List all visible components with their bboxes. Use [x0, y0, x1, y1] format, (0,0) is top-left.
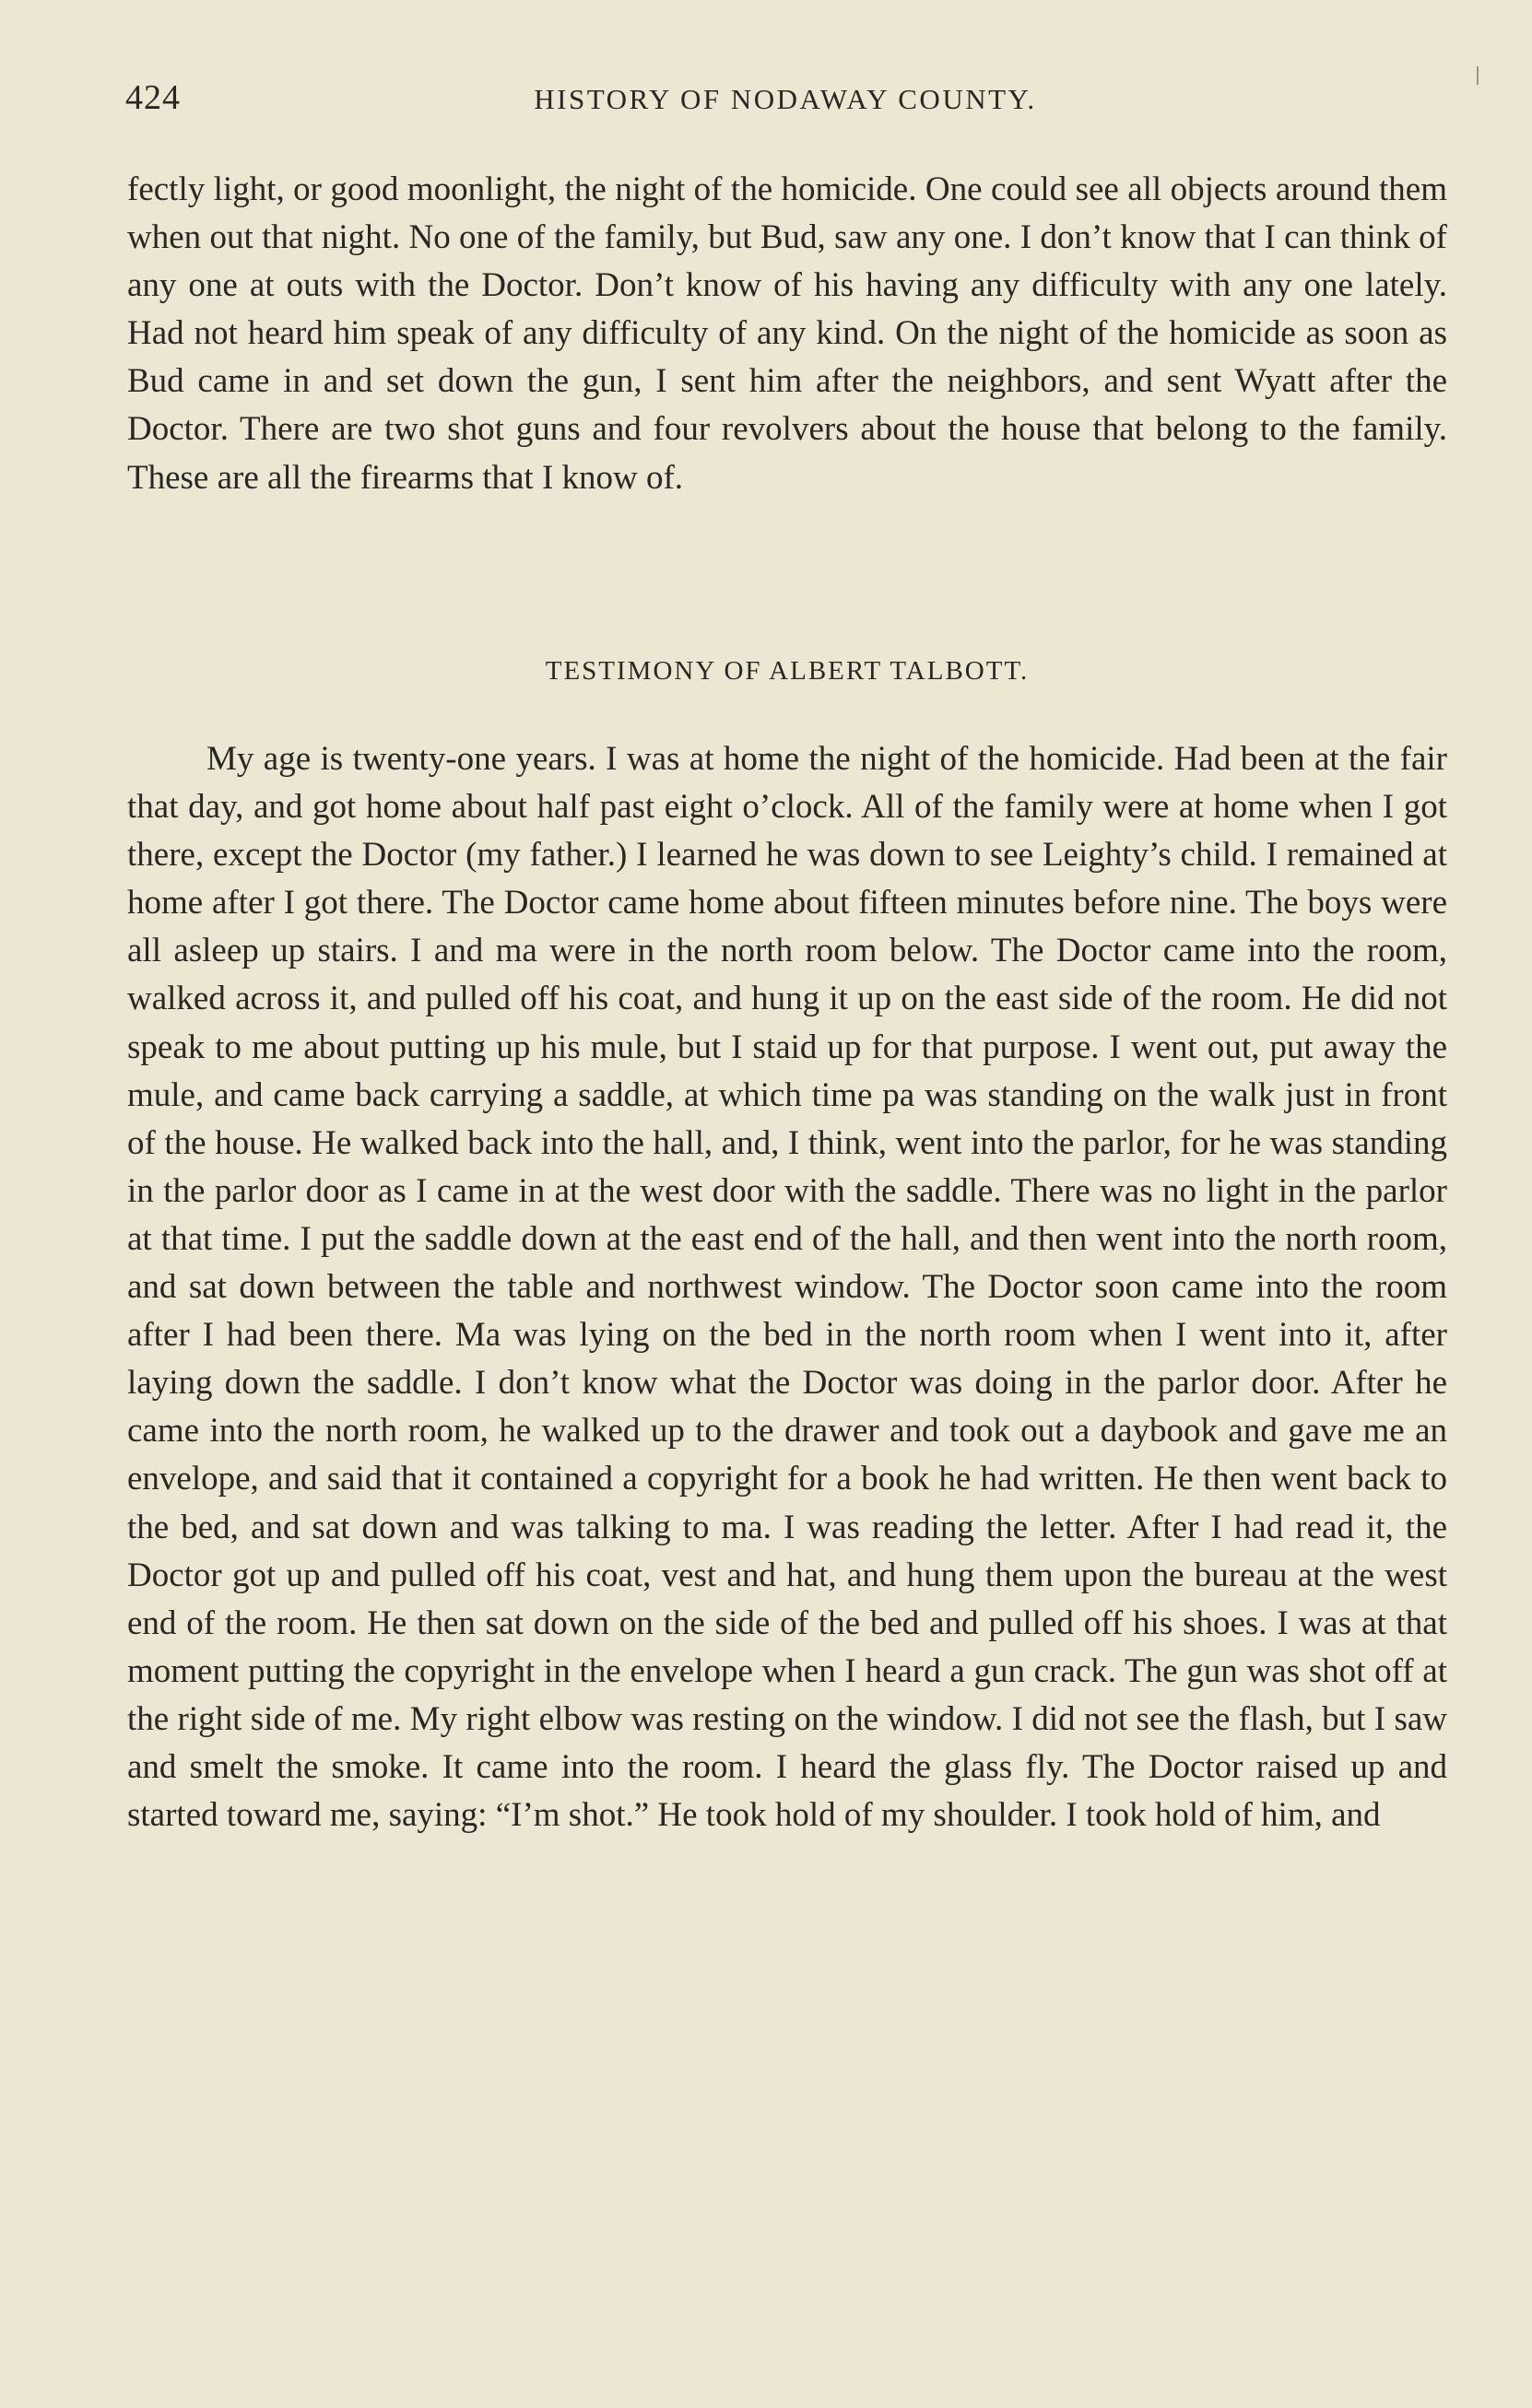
- margin-mark: [1477, 66, 1479, 85]
- page-number: 424: [125, 78, 181, 117]
- running-title: HISTORY OF NODAWAY COUNTY.: [534, 83, 1037, 115]
- section-heading: TESTIMONY OF ALBERT TALBOTT.: [545, 656, 1030, 686]
- page-header: [125, 77, 1445, 133]
- paragraph-testimony: My age is twenty-one years. I was at home the night of the homicide. Had been at the fair that day, and got home about half past eight o’clock. All of the family were at home when I got there, except the Doctor (my father.) I learned he was down to see Leighty’s child. I remained at home after I got there. The Doctor came home about fifteen minutes before nine. The boys were all asleep up stairs. I and ma were in the north room below. The Doctor came into the room, walked across it, and pulled off his coat, and hung it up on the east side of the room. He did not speak to me about putting up his mule, but I staid up for that purpose. I went out, put away the mule, and came back carrying a saddle, at which time pa was standing on the walk just in front of the house. He walked back into the hall, and, I think, went into the parlor, for he was standing in the parlor door as I came in at the west door with the saddle. There was no light in the parlor at that time. I put the saddle down at the east end of the hall, and then went into the north room, and sat down between the table and northwest window. The Doctor soon came into the room after I had been there. Ma was lying on the bed in the north room when I went into it, after laying down the saddle. I don’t know what the Doctor was doing in the parlor door. After he came into the north room, he walked up to the drawer and took out a daybook and gave me an envelope, and said that it contained a copyright for a book he had written. He then went back to the bed, and sat down and was talking to ma. I was reading the letter. After I had read it, the Doctor got up and pulled off his coat, vest and hat, and hung them upon the bureau at the west end of the room. He then sat down on the side of the bed and pulled off his shoes. I was at that moment putting the copyright in the envelope when I heard a gun crack. The gun was shot off at the right side of me. My right elbow was resting on the window. I did not see the flash, but I saw and smelt the smoke. It came into the room. I heard the glass fly. The Doctor raised up and started toward me, saying: “I’m shot.” He took hold of my shoulder. I took hold of him, and: [127, 740, 1447, 1835]
- paragraph-continued: fectly light, or good moonlight, the night of the homicide. One could see all objects around them when out that night. No one of the family, but Bud, saw any one. I don’t know that I can think of any one at outs with the Doctor. Don’t know of his having any difficulty with any one lately. Had not heard him speak of any difficulty of any kind. On the night of the homicide as soon as Bud came in and set down the gun, I sent him after the neighbors, and sent Wyatt after the Doctor. There are two shot guns and four revolvers about the house that belong to the family. These are all the firearms that I know of.: [127, 170, 1447, 497]
